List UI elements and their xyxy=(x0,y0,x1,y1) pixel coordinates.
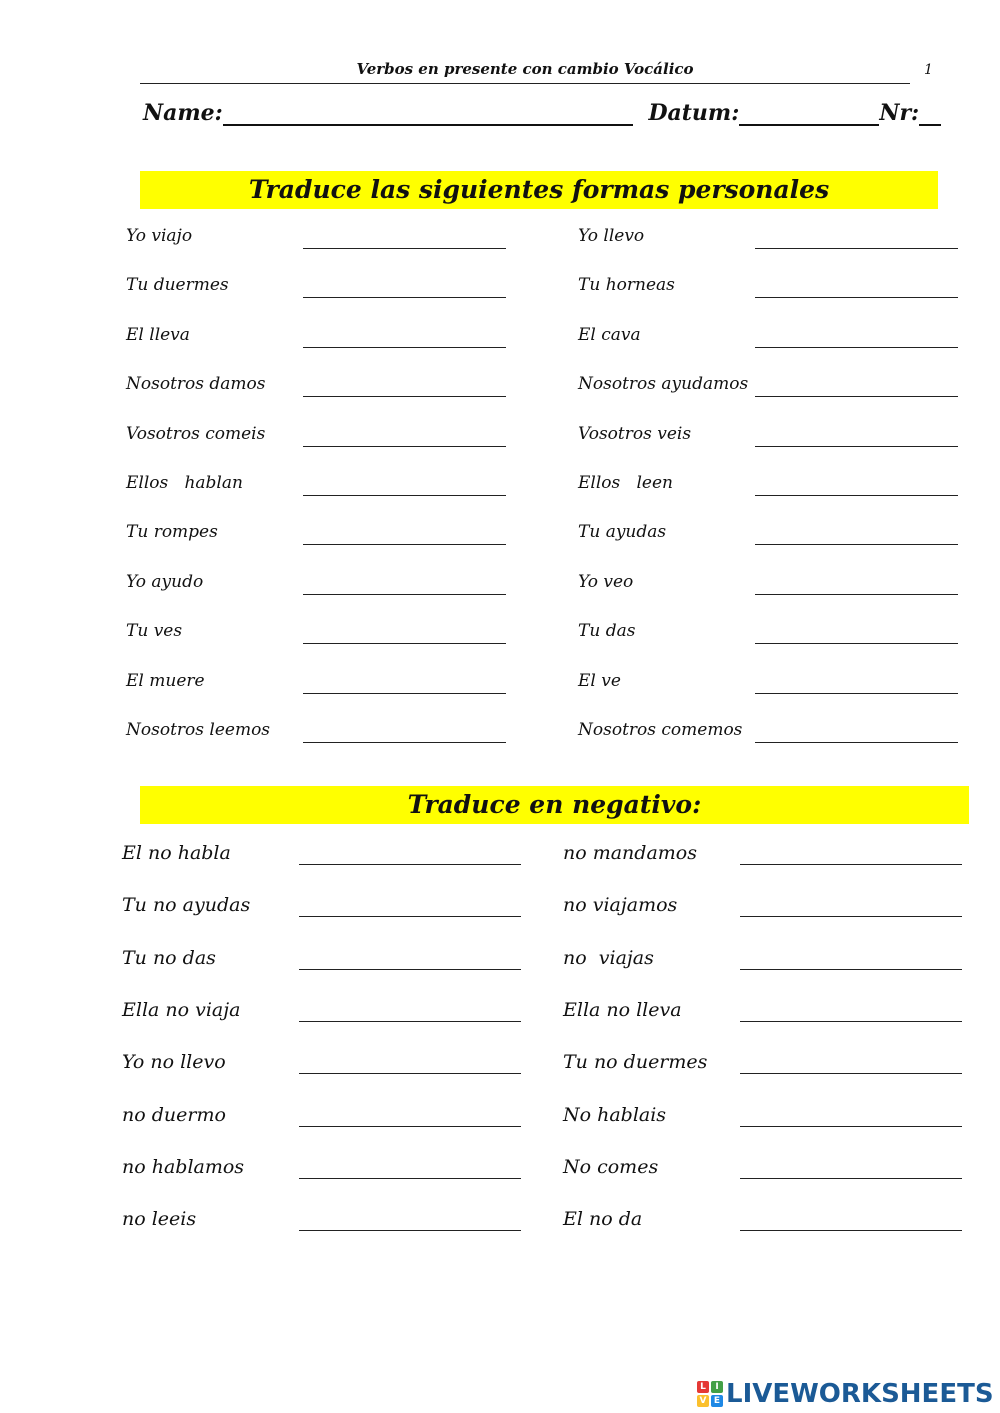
logo-letter: I xyxy=(711,1381,723,1393)
prompt-label: Tu duermes xyxy=(126,275,229,296)
answer-blank[interactable] xyxy=(740,1003,962,1022)
answer-blank[interactable] xyxy=(303,724,506,743)
answer-blank[interactable] xyxy=(303,576,506,595)
answer-blank[interactable] xyxy=(299,1160,521,1179)
page-number: 1 xyxy=(924,62,933,78)
prompt-label: No hablais xyxy=(563,1103,667,1126)
prompt-label: no mandamos xyxy=(563,842,697,864)
answer-blank[interactable] xyxy=(299,898,521,917)
date-blank[interactable] xyxy=(739,102,879,126)
prompt-label: Tu no das xyxy=(122,946,216,969)
answer-blank[interactable] xyxy=(299,1003,521,1022)
answer-blank[interactable] xyxy=(755,378,958,397)
answer-blank[interactable] xyxy=(303,329,506,348)
nr-blank[interactable] xyxy=(919,102,941,126)
name-blank[interactable] xyxy=(223,102,633,126)
answer-blank[interactable] xyxy=(303,230,506,249)
answer-blank[interactable] xyxy=(755,428,958,447)
prompt-label: Yo veo xyxy=(578,571,634,592)
answer-blank[interactable] xyxy=(740,1055,962,1074)
prompt-label: Tu ves xyxy=(126,621,183,642)
answer-blank[interactable] xyxy=(755,230,958,249)
brand-name: LIVEWORKSHEETS xyxy=(726,1379,994,1409)
answer-blank[interactable] xyxy=(299,951,521,970)
prompt-label: Yo viajo xyxy=(126,226,193,246)
answer-blank[interactable] xyxy=(755,477,958,496)
prompt-label: El no habla xyxy=(122,842,231,864)
prompt-label: Vosotros veis xyxy=(578,423,692,444)
logo-letter: E xyxy=(711,1395,723,1407)
answer-blank[interactable] xyxy=(740,1160,962,1179)
prompt-label: Vosotros comeis xyxy=(126,423,266,444)
logo-letter: L xyxy=(697,1381,709,1393)
answer-blank[interactable] xyxy=(755,576,958,595)
prompt-label: El cava xyxy=(578,324,641,345)
prompt-label: Ella no viaja xyxy=(122,998,241,1021)
prompt-label: no leeis xyxy=(122,1208,197,1231)
prompt-label: no duermo xyxy=(122,1103,226,1126)
answer-blank[interactable] xyxy=(299,1108,521,1127)
answer-blank[interactable] xyxy=(303,477,506,496)
prompt-label: Yo llevo xyxy=(578,226,645,246)
prompt-label: Nosotros leemos xyxy=(126,720,271,740)
section2-title: Traduce en negativo: xyxy=(140,786,969,824)
logo-letter: V xyxy=(697,1395,709,1407)
prompt-label: Tu das xyxy=(578,621,636,642)
prompt-label: Tu no duermes xyxy=(563,1051,708,1074)
prompt-label: Tu ayudas xyxy=(578,522,667,543)
section1-title: Traduce las siguientes formas personales xyxy=(140,171,938,209)
answer-blank[interactable] xyxy=(755,279,958,298)
answer-blank[interactable] xyxy=(299,1212,521,1231)
prompt-label: Nosotros ayudamos xyxy=(578,374,749,395)
answer-blank[interactable] xyxy=(755,625,958,644)
prompt-label: Nosotros comemos xyxy=(578,720,743,740)
prompt-label: Yo no llevo xyxy=(122,1051,226,1074)
answer-blank[interactable] xyxy=(303,378,506,397)
prompt-label: no hablamos xyxy=(122,1155,245,1178)
answer-blank[interactable] xyxy=(755,675,958,694)
prompt-label: Ellos hablan xyxy=(126,473,243,493)
prompt-label: no viajas xyxy=(563,946,654,969)
answer-blank[interactable] xyxy=(303,428,506,447)
name-label: Name: xyxy=(143,100,223,126)
prompt-label: El muere xyxy=(126,670,205,691)
prompt-label: No comes xyxy=(563,1155,659,1178)
name-date-line xyxy=(143,100,941,126)
answer-blank[interactable] xyxy=(740,846,962,865)
answer-blank[interactable] xyxy=(740,898,962,917)
prompt-label: El lleva xyxy=(126,324,190,345)
prompt-label: Yo ayudo xyxy=(126,571,204,592)
header-rule xyxy=(140,83,910,84)
prompt-label: Tu rompes xyxy=(126,522,218,543)
answer-blank[interactable] xyxy=(303,625,506,644)
answer-blank[interactable] xyxy=(303,526,506,545)
prompt-label: Ellos leen xyxy=(578,473,673,493)
logo-icon xyxy=(697,1381,723,1407)
answer-blank[interactable] xyxy=(303,279,506,298)
answer-blank[interactable] xyxy=(755,329,958,348)
answer-blank[interactable] xyxy=(303,675,506,694)
prompt-label: Ella no lleva xyxy=(563,998,682,1021)
date-label: Datum: xyxy=(648,100,740,126)
prompt-label: no viajamos xyxy=(563,894,678,917)
answer-blank[interactable] xyxy=(740,951,962,970)
prompt-label: El no da xyxy=(563,1208,643,1231)
answer-blank[interactable] xyxy=(299,1055,521,1074)
liveworksheets-logo xyxy=(697,1379,994,1409)
answer-blank[interactable] xyxy=(740,1212,962,1231)
header-title: Verbos en presente con cambio Vocálico xyxy=(356,60,694,78)
answer-blank[interactable] xyxy=(299,846,521,865)
answer-blank[interactable] xyxy=(755,526,958,545)
answer-blank[interactable] xyxy=(740,1108,962,1127)
prompt-label: Tu no ayudas xyxy=(122,894,251,917)
answer-blank[interactable] xyxy=(755,724,958,743)
nr-label: Nr: xyxy=(879,100,920,126)
prompt-label: Nosotros damos xyxy=(126,374,266,395)
prompt-label: Tu horneas xyxy=(578,275,675,296)
prompt-label: El ve xyxy=(578,670,621,691)
